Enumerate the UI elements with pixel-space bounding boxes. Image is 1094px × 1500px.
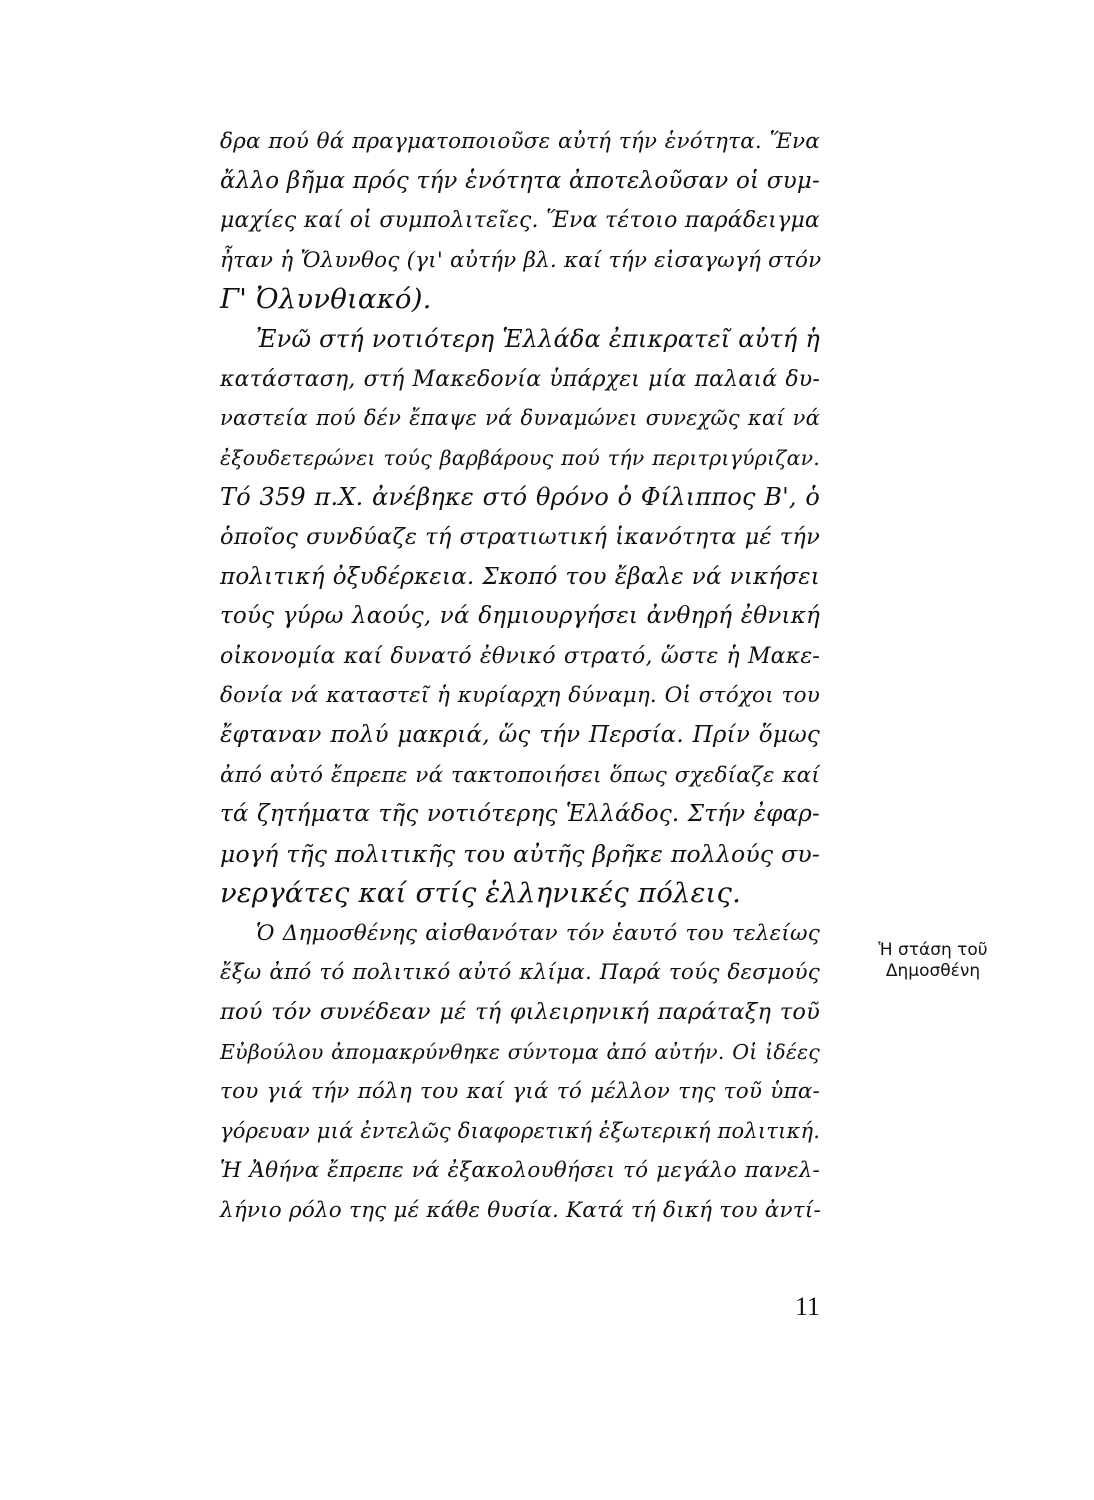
text-line: γόρευαν μιά ἐντελῶς διαφορετική ἐξωτερική πολιτική. (220, 1118, 821, 1143)
text-line: Τό 359 π.Χ. ἀνέβηκε στό θρόνο ὁ Φίλιππος Β', ὁ (220, 483, 820, 512)
text-line-paragraph-start: Ἐνῶ στή νοτιότερη Ἑλλάδα ἐπικρατεῖ αὐτή ἡ (256, 324, 820, 353)
margin-note-line: Δημοσθένη (885, 961, 981, 981)
text-line-paragraph-end: νεργάτες καί στίς ἑλληνικές πόλεις. (220, 877, 742, 910)
text-line: ναστεία πού δέν ἔπαψε νά δυναμώνει συνεχῶς καί νά (220, 406, 820, 431)
text-line: Ἡ Ἀθήνα ἔπρεπε νά ἐξακολουθήσει τό μεγάλο πανελ- (220, 1158, 820, 1184)
text-line: ἔφταναν πολύ μακριά, ὥς τήν Περσία. Πρίν ὅμως (220, 721, 820, 748)
text-line: οἰκονομία καί δυνατό ἐθνικό στρατό, ὥστε ἡ Μακε- (220, 643, 820, 669)
text-line: δρα πού θά πραγματοποιοῦσε αὐτή τήν ἑνότητα. Ἕνα (220, 129, 820, 154)
margin-note (848, 940, 1018, 982)
text-line: τούς γύρω λαούς, νά δημιουργήσει ἀνθηρή ἐθνική (220, 603, 820, 630)
text-line: πολιτική ὀξυδέρκεια. Σκοπό του ἔβαλε νά νικήσει (220, 563, 820, 590)
text-line: ἀπό αὐτό ἔπρεπε νά τακτοποιήσει ὅπως σχεδίαζε καί (220, 762, 820, 788)
text-line: πού τόν συνέδεαν μέ τή φιλειρηνική παράταξη τοῦ (220, 999, 820, 1026)
text-line: κατάσταση, στή Μακεδονία ὑπάρχει μία παλαιά δυ- (220, 366, 820, 392)
text-line-paragraph-start: Ὁ Δημοσθένης αἰσθανόταν τόν ἑαυτό του τελείως (256, 920, 820, 946)
text-line: μαχίες καί οἱ συμπολιτεῖες. Ἕνα τέτοιο παράδειγμα (220, 208, 820, 234)
text-line: ἦταν ἡ Ὄλυνθος (γι' αὐτήν βλ. καί τήν εἰσαγωγή στόν (220, 247, 822, 273)
text-line: λήνιο ρόλο της μέ κάθε θυσία. Κατά τή δική του ἀντί- (220, 1198, 821, 1224)
text-line: ἔξω ἀπό τό πολιτικό αὐτό κλίμα. Παρά τούς δεσμούς (220, 960, 820, 986)
body-text (220, 122, 820, 1231)
page-number: 11 (794, 1292, 820, 1321)
margin-note-line: Ἡ στάση τοῦ (878, 940, 988, 960)
text-line-paragraph-end: Γ' Ὀλυνθιακό). (220, 283, 432, 316)
text-line: ἄλλο βῆμα πρός τήν ἑνότητα ἀποτελοῦσαν οἱ συμ- (220, 167, 820, 194)
text-line: Εὐβούλου ἀπομακρύνθηκε σύντομα ἀπό αὐτήν. Οἱ ἰδέες (220, 1039, 820, 1064)
text-line: ὁποῖος συνδύαζε τή στρατιωτική ἱκανότητα μέ τήν (220, 523, 820, 550)
text-line: τά ζητήματα τῆς νοτιότερης Ἑλλάδος. Στήν ἐφαρ- (220, 801, 820, 828)
text-line: δονία νά καταστεῖ ἡ κυρίαρχη δύναμη. Οἱ στόχοι του (220, 683, 820, 709)
text-line: του γιά τήν πόλη του καί γιά τό μέλλον της τοῦ ὑπα- (220, 1079, 820, 1105)
text-line: ἐξουδετερώνει τούς βαρβάρους πού τήν περιτριγύριζαν. (220, 445, 820, 470)
text-line: μογή τῆς πολιτικῆς του αὐτῆς βρῆκε πολλούς συ- (220, 839, 820, 868)
